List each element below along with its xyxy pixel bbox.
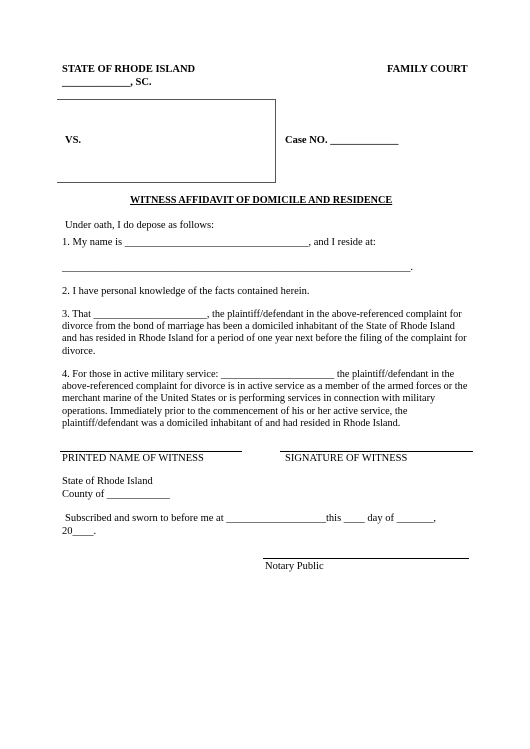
notary-signature-line — [263, 558, 469, 559]
document-title: WITNESS AFFIDAVIT OF DOMICILE AND RESIDENCE — [130, 195, 393, 206]
paragraph-3: 3. That ______________________, the plaintiff/defendant in the above-referenced complaint for divorce from the bond of marriage has been a domiciled inhabitant of the State of Rhode Island and has resided in Rhode Island for a period of one year next before the filing of the complaint for divorce. — [62, 309, 467, 357]
notary-state: State of Rhode Island — [62, 476, 153, 487]
signature-line — [280, 451, 473, 452]
paragraph-1-address-line: ___________________________________________________________________. — [62, 262, 413, 273]
state-heading: STATE OF RHODE ISLAND — [62, 64, 196, 75]
sworn-statement: Subscribed and sworn to before me at ___________________this ____ day of _______, — [65, 513, 436, 524]
county-sc-line: _____________, SC. — [62, 77, 152, 88]
notary-public-label: Notary Public — [265, 561, 324, 572]
versus-label: VS. — [65, 135, 82, 146]
case-number-field: Case NO. _____________ — [285, 135, 399, 146]
printed-name-label: PRINTED NAME OF WITNESS — [62, 453, 204, 464]
oath-statement: Under oath, I do depose as follows: — [65, 220, 215, 231]
paragraph-4: 4. For those in active military service: ______________________ the plaintiff/defendant in the above-referenced complaint for divorce is in active service as a member of the armed forces or the merchant marine of the United States or is performing services in connection with military operations. Immediately prior to the commencement of his or her active service, the plaintiff/defendant was a domiciled inhabitant of and had resided in Rhode Island. — [62, 369, 468, 429]
paragraph-1-name-line: 1. My name is ___________________________________, and I reside at: — [62, 237, 376, 248]
case-caption-box — [57, 99, 276, 183]
paragraph-2: 2. I have personal knowledge of the facts contained herein. — [62, 286, 310, 297]
court-name: FAMILY COURT — [387, 64, 468, 75]
signature-label: SIGNATURE OF WITNESS — [285, 453, 408, 464]
sworn-year: 20____. — [62, 526, 97, 537]
notary-county: County of ____________ — [62, 489, 170, 500]
printed-name-line — [60, 451, 242, 452]
